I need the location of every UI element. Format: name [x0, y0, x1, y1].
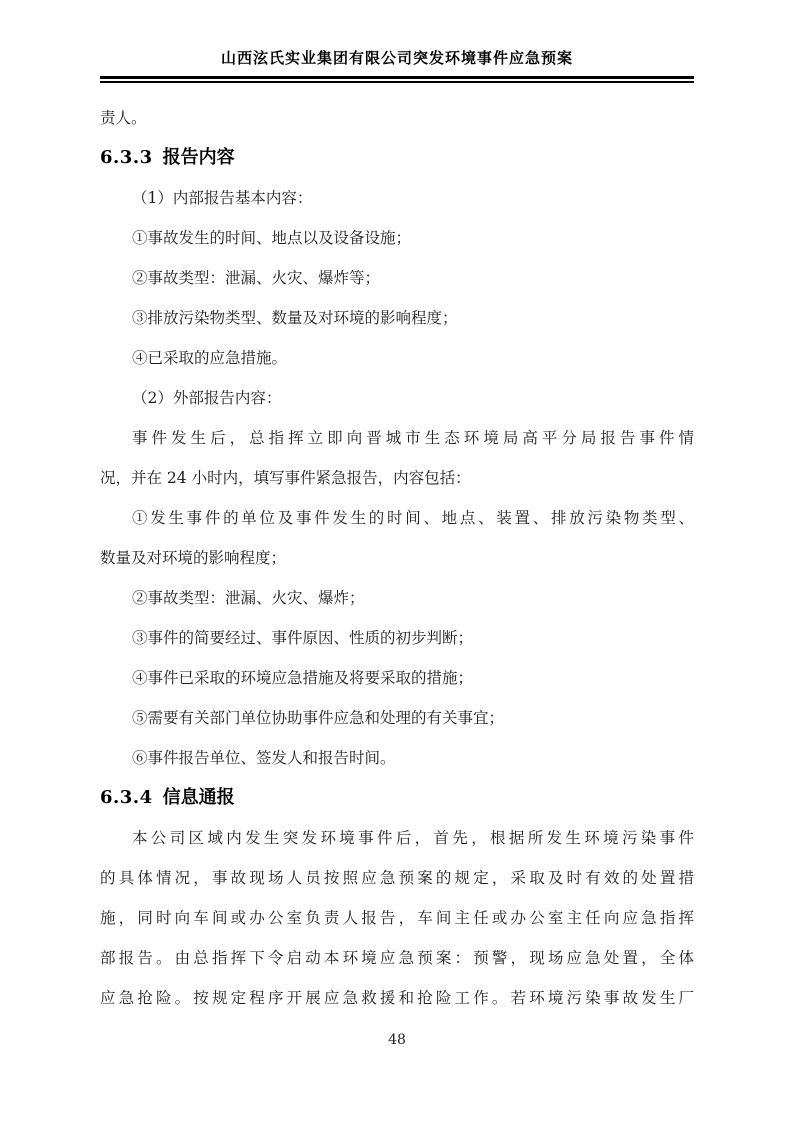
header-rule — [100, 76, 694, 83]
page-number: 48 — [388, 1032, 406, 1048]
document-body — [100, 98, 694, 1018]
paragraph-line: 数量及对环境的影响程度； — [100, 549, 287, 567]
paragraph-line: 施，同时向车间或办公室负责人报告，车间主任或办公室主任向应急指挥 — [100, 909, 694, 927]
paragraph-line: 部报告。由总指挥下令启动本环境应急预案：预警，现场应急处置，全体 — [100, 949, 694, 967]
paragraph-line: （2）外部报告内容： — [132, 389, 282, 407]
paragraph-line: 况，并在 24 小时内，填写事件紧急报告，内容包括： — [100, 469, 471, 487]
paragraph — [100, 338, 694, 378]
section-number: 6.3.4 — [100, 787, 153, 808]
paragraph-line: ②事故类型：泄漏、火灾、爆炸； — [132, 589, 365, 607]
paragraph-line: ③事件的简要经过、事件原因、性质的初步判断； — [132, 629, 474, 647]
paragraph — [100, 98, 694, 138]
section-title: 报告内容 — [162, 147, 235, 168]
section-number: 6.3.3 — [100, 147, 153, 168]
paragraph-line: ②事故类型：泄漏、火灾、爆炸等； — [132, 269, 381, 287]
paragraph-line: 责人。 — [100, 109, 147, 127]
paragraph — [100, 178, 694, 218]
paragraph — [100, 378, 694, 418]
paragraph — [100, 738, 694, 778]
paragraph-line: 本公司区域内发生突发环境事件后，首先，根据所发生环境污染事件 — [132, 829, 694, 847]
paragraph — [100, 698, 694, 738]
paragraph-line: （1）内部报告基本内容： — [132, 189, 313, 207]
paragraph-line: 的具体情况，事故现场人员按照应急预案的规定，采取及时有效的处置措 — [100, 869, 694, 887]
paragraph-line: 应急抢险。按规定程序开展应急救援和抢险工作。若环境污染事故发生厂 — [100, 989, 694, 1007]
page-footer — [0, 1030, 794, 1050]
paragraph — [100, 258, 694, 298]
header-title: 山西泫氏实业集团有限公司突发环境事件应急预案 — [220, 49, 573, 67]
paragraph-line: 事件发生后，总指挥立即向晋城市生态环境局高平分局报告事件情 — [132, 429, 694, 447]
paragraph — [100, 298, 694, 338]
section-heading — [100, 138, 694, 178]
paragraph — [100, 418, 694, 498]
paragraph — [100, 658, 694, 698]
paragraph — [100, 498, 694, 578]
paragraph-line: ⑥事件报告单位、签发人和报告时间。 — [132, 749, 396, 767]
paragraph-line: ③排放污染物类型、数量及对环境的影响程度； — [132, 309, 458, 327]
section-heading — [100, 778, 694, 818]
section-title: 信息通报 — [162, 787, 235, 808]
paragraph-line: ①事故发生的时间、地点以及设备设施； — [132, 229, 412, 247]
paragraph — [100, 818, 694, 1018]
paragraph-line: ④事件已采取的环境应急措施及将要采取的措施； — [132, 669, 474, 687]
paragraph — [100, 218, 694, 258]
paragraph — [100, 618, 694, 658]
paragraph-line: ①发生事件的单位及事件发生的时间、地点、装置、排放污染物类型、 — [132, 509, 694, 527]
paragraph — [100, 578, 694, 618]
paragraph-line: ④已采取的应急措施。 — [132, 349, 288, 367]
paragraph-line: ⑤需要有关部门单位协助事件应急和处理的有关事宜； — [132, 709, 505, 727]
